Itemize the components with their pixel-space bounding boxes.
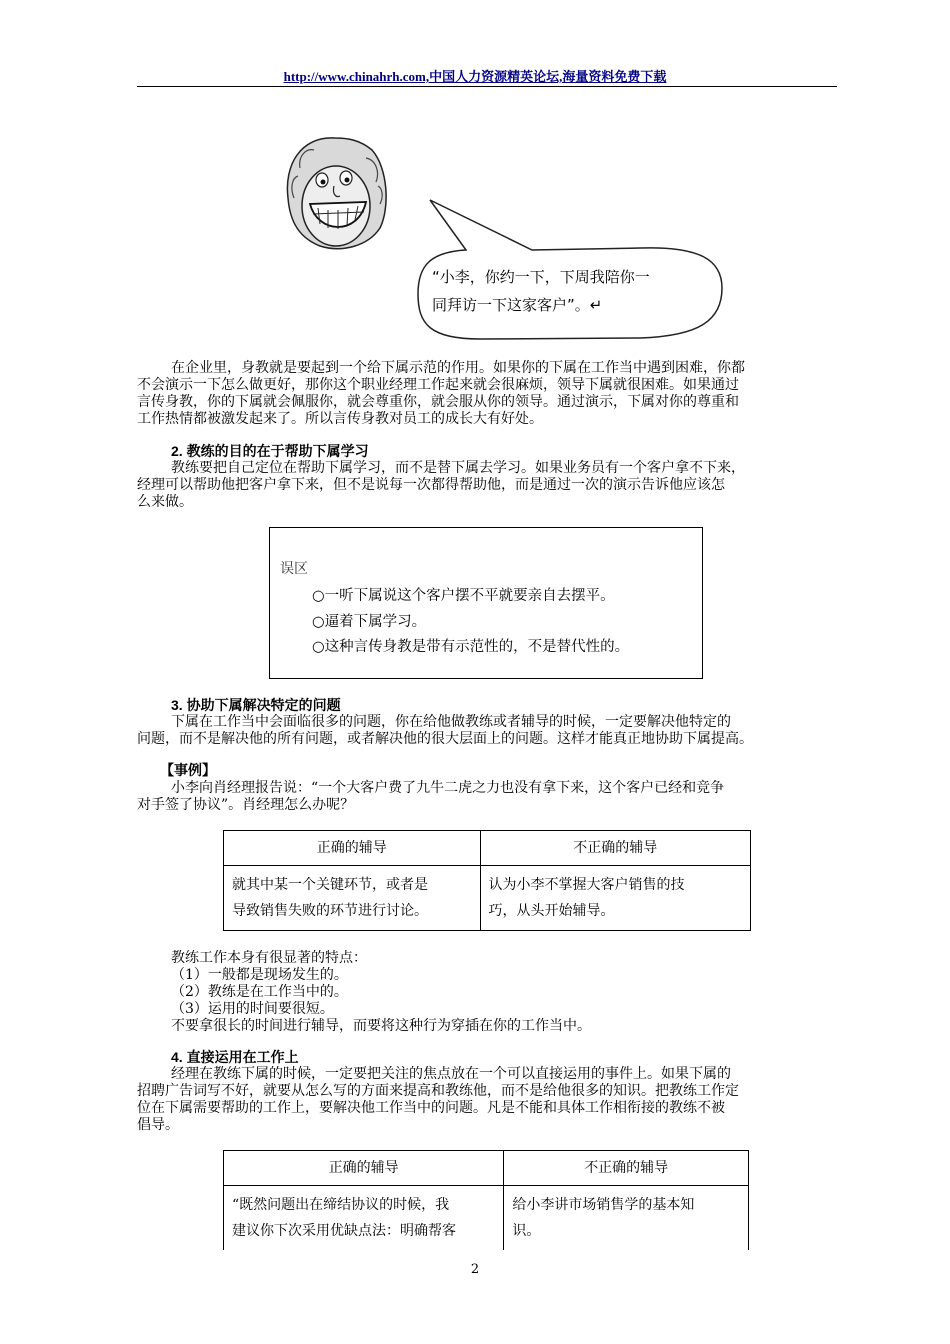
table-header-cell: 正确的辅导: [224, 831, 481, 866]
paragraph-line: 对手签了协议”。肖经理怎么办呢？: [137, 797, 355, 813]
cell-line: 认为小李不掌握大客户销售的技: [488, 877, 685, 893]
table-header-cell: 正确的辅导: [224, 1151, 504, 1186]
paragraph-line: 教练要把自己定位在帮助下属学习，而不是替下属去学习。如果业务员有一个客户拿不下来，: [171, 460, 745, 476]
cell-line: 建议你下次采用优缺点法：明确帮客: [232, 1223, 456, 1239]
table-cell: [224, 1186, 504, 1251]
paragraph-line: 不要拿很长的时间进行辅导，而要将这种行为穿插在你的工作当中。: [171, 1018, 591, 1034]
cell-line: 导致销售失败的环节进行讨论。: [232, 903, 428, 919]
table-cell: [480, 866, 750, 931]
cell-line: 巧，从头开始辅导。: [488, 903, 615, 919]
paragraph-line: 教练工作本身有很显著的特点：: [171, 950, 367, 966]
coaching-comparison-table-2: [223, 1150, 749, 1250]
section-heading: 2. 教练的目的在于帮助下属学习: [171, 443, 369, 459]
page-number: 2: [470, 1262, 480, 1277]
case-label: 【事例】: [160, 763, 216, 779]
header-divider: [137, 86, 837, 87]
paragraph-line: 问题，而不是解决他的所有问题，或者解决他的很大层面上的问题。这样才能真正地协助下属提高。: [137, 731, 753, 747]
paragraph-line: 经理在教练下属的时候，一定要把关注的焦点放在一个可以直接运用的事件上。如果下属的: [171, 1066, 731, 1082]
mistake-item: ○逼着下属学习。: [312, 614, 427, 630]
smiling-face-icon: [287, 138, 386, 249]
table-header-cell: 不正确的辅导: [480, 831, 750, 866]
paragraph-line: 经理可以帮助他把客户拿下来，但不是说每一次都得帮助他，而是通过一次的演示告诉他应该怎: [137, 477, 725, 493]
paragraph-line: 在企业里，身教就是要起到一个给下属示范的作用。如果你的下属在工作当中遇到困难，你都: [171, 360, 745, 376]
paragraph-line: 下属在工作当中会面临很多的问题，你在给他做教练或者辅导的时候，一定要解决他特定的: [171, 714, 731, 730]
paragraph-line: 不会演示一下怎么做更好，那你这个职业经理工作起来就会很麻烦，领导下属就很困难。如果通过: [137, 377, 739, 393]
table-header-row: [224, 1151, 749, 1186]
mistake-item: ○一听下属说这个客户摆不平就要亲自去摆平。: [312, 588, 615, 604]
table-row: [224, 1186, 749, 1251]
paragraph-line: 言传身教，你的下属就会佩服你，就会尊重你，就会服从你的领导。通过演示，下属对你的尊重和: [137, 394, 739, 410]
cell-line: “既然问题出在缔结协议的时候，我: [232, 1197, 450, 1213]
coaching-comparison-table: [223, 830, 751, 931]
cell-line: 给小李讲市场销售学的基本知: [512, 1197, 695, 1213]
table-cell: [224, 866, 481, 931]
speech-text-line-2: 同拜访一下这家客户”。↵: [432, 296, 603, 314]
section-heading: 4. 直接运用在工作上: [171, 1049, 299, 1065]
paragraph-line: 小李向肖经理报告说：“一个大客户费了九牛二虎之力也没有拿下来，这个客户已经和竞争: [171, 780, 725, 796]
paragraph-line: 倡导。: [137, 1117, 179, 1133]
table-header-row: [224, 831, 751, 866]
cell-line: 就其中某一个关键环节，或者是: [232, 877, 428, 893]
cell-line: 识。: [512, 1223, 541, 1239]
paragraph-line: 位在下属需要帮助的工作上，要解决他工作当中的问题。凡是不能和具体工作相衔接的教练不被: [137, 1100, 725, 1116]
paragraph-line: 么来做。: [137, 494, 193, 510]
header-link[interactable]: http://www.chinahrh.com,中国人力资源精英论坛,海量资料免费下载: [283, 69, 667, 84]
mistake-box: [269, 527, 703, 679]
paragraph-line: 招聘广告词写不好，就要从怎么写的方面来提高和教练他，而不是给他很多的知识。把教练工作定: [137, 1083, 739, 1099]
table-row: [224, 866, 751, 931]
table-cell: [504, 1186, 749, 1251]
mistake-box-title: 误区: [280, 561, 308, 577]
table-header-cell: 不正确的辅导: [504, 1151, 749, 1186]
speech-text-line-1: “小李，你约一下，下周我陪你一: [432, 268, 650, 286]
list-item: （3）运用的时间要很短。: [171, 1001, 334, 1017]
list-item: （1）一般都是现场发生的。: [171, 967, 348, 983]
section-heading: 3. 协助下属解决特定的问题: [171, 697, 341, 713]
paragraph-line: 工作热情都被激发起来了。所以言传身教对员工的成长大有好处。: [137, 411, 543, 427]
mistake-item: ○这种言传身教是带有示范性的，不是替代性的。: [312, 639, 630, 655]
list-item: （2）教练是在工作当中的。: [171, 984, 348, 1000]
